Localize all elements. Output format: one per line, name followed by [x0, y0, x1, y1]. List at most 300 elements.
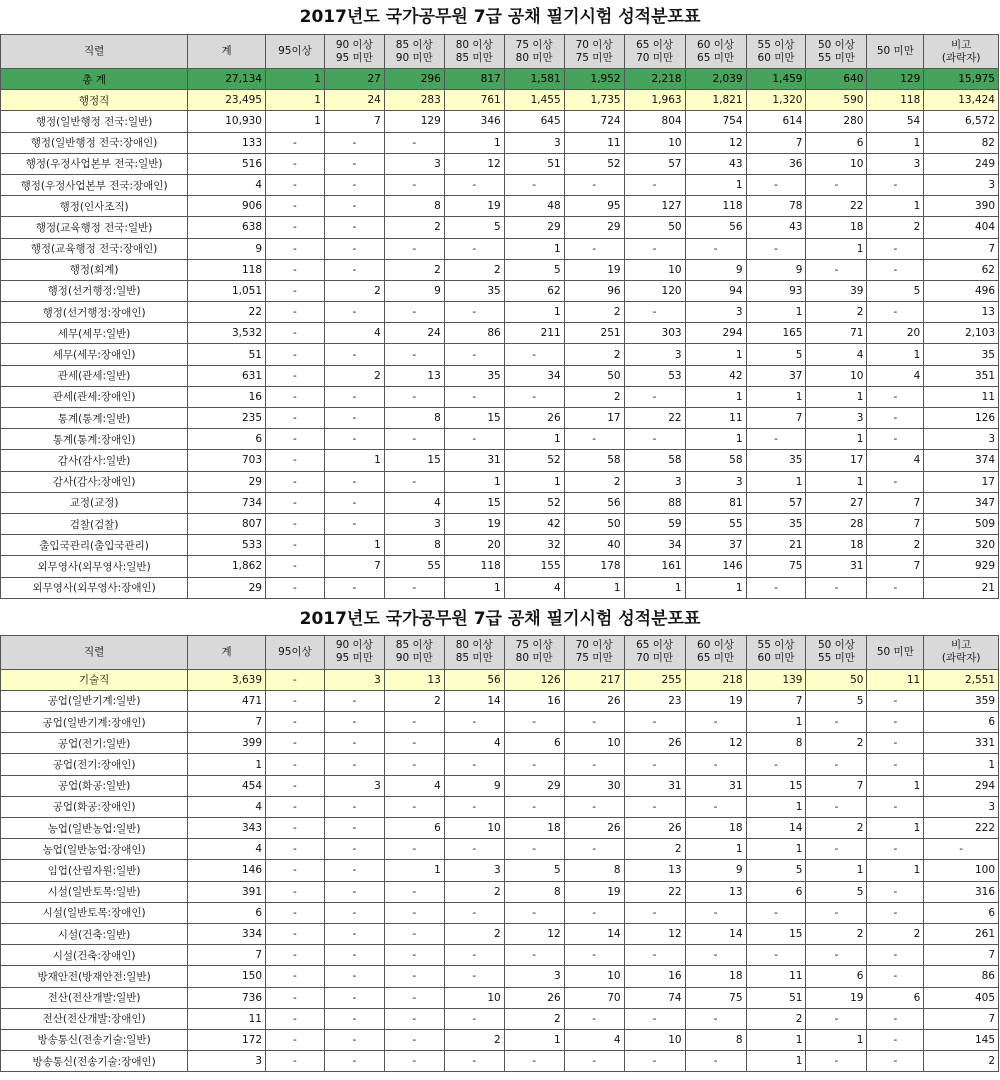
table-row: [1, 238, 999, 259]
value-cell: 3: [504, 132, 564, 153]
value-cell: 37: [746, 365, 806, 386]
value-cell: 62: [924, 259, 999, 280]
value-cell: -: [806, 796, 867, 817]
value-cell: 35: [444, 365, 504, 386]
table-row: [1, 1029, 999, 1050]
value-cell: 16: [504, 690, 564, 711]
value-cell: 70: [564, 987, 624, 1008]
value-cell: 51: [504, 153, 564, 174]
table-row: [1, 1051, 999, 1072]
value-cell: 29: [188, 577, 266, 598]
column-header: [806, 35, 867, 69]
value-cell: 1: [867, 132, 924, 153]
value-cell: 88: [624, 492, 685, 513]
value-cell: -: [504, 174, 564, 195]
column-header-label: 90 미만: [395, 51, 433, 64]
value-cell: 78: [746, 196, 806, 217]
value-cell: 1: [384, 860, 444, 881]
score-distribution-table-1: [0, 34, 999, 599]
series-name-cell: 행정(교육행정 전국:일반): [1, 217, 188, 238]
table-row: [1, 754, 999, 775]
value-cell: 18: [504, 818, 564, 839]
value-cell: 7: [867, 556, 924, 577]
table-row: [1, 690, 999, 711]
value-cell: 320: [924, 535, 999, 556]
subtotal-row: [1, 90, 999, 111]
series-name-cell: 교정(교정): [1, 492, 188, 513]
value-cell: 6: [188, 902, 266, 923]
value-cell: 15: [444, 408, 504, 429]
value-cell: 18: [806, 217, 867, 238]
value-cell: 1,459: [746, 69, 806, 90]
table-row: [1, 923, 999, 944]
value-cell: 24: [324, 90, 384, 111]
value-cell: -: [867, 408, 924, 429]
column-header-label: 80 이상: [455, 639, 493, 652]
value-cell: 2: [867, 217, 924, 238]
value-cell: 24: [384, 323, 444, 344]
value-cell: -: [384, 386, 444, 407]
series-name-cell: 외무영사(외무영사:장애인): [1, 577, 188, 598]
value-cell: 1,735: [564, 90, 624, 111]
value-cell: -: [384, 754, 444, 775]
table-row: [1, 712, 999, 733]
value-cell: 2: [806, 733, 867, 754]
column-header-label: 50 미만: [876, 45, 914, 57]
value-cell: 4: [188, 174, 266, 195]
value-cell: 1,952: [564, 69, 624, 90]
score-table-section-2: [0, 603, 1000, 1073]
value-cell: 35: [746, 513, 806, 534]
value-cell: -: [806, 259, 867, 280]
value-cell: -: [444, 174, 504, 195]
value-cell: -: [324, 429, 384, 450]
column-header-label: 55 이상: [757, 639, 795, 652]
value-cell: -: [324, 408, 384, 429]
column-header-label: 65 미만: [697, 51, 735, 64]
value-cell: 638: [188, 217, 266, 238]
value-cell: 255: [624, 669, 685, 690]
value-cell: -: [266, 881, 325, 902]
value-cell: 34: [624, 535, 685, 556]
value-cell: 1: [746, 1051, 806, 1072]
value-cell: -: [266, 535, 325, 556]
value-cell: -: [867, 966, 924, 987]
table-row: [1, 945, 999, 966]
value-cell: -: [867, 733, 924, 754]
table-row: [1, 365, 999, 386]
table-row: [1, 280, 999, 301]
series-name-cell: 공업(전기:일반): [1, 733, 188, 754]
column-header: [685, 635, 746, 669]
value-cell: -: [867, 945, 924, 966]
value-cell: 56: [685, 217, 746, 238]
value-cell: 19: [444, 513, 504, 534]
value-cell: 3: [806, 408, 867, 429]
value-cell: -: [685, 238, 746, 259]
value-cell: 6,572: [924, 111, 999, 132]
value-cell: -: [324, 966, 384, 987]
value-cell: 331: [924, 733, 999, 754]
table-row: [1, 902, 999, 923]
value-cell: -: [266, 323, 325, 344]
value-cell: 10: [564, 733, 624, 754]
value-cell: -: [266, 280, 325, 301]
value-cell: -: [384, 132, 444, 153]
column-header-label: (과락자): [941, 51, 981, 64]
value-cell: 4: [806, 344, 867, 365]
value-cell: -: [324, 217, 384, 238]
value-cell: 1: [504, 238, 564, 259]
value-cell: 5: [806, 690, 867, 711]
value-cell: 2: [384, 690, 444, 711]
series-name-cell: 공업(화공:일반): [1, 775, 188, 796]
value-cell: 3: [324, 669, 384, 690]
value-cell: 29: [564, 217, 624, 238]
value-cell: 235: [188, 408, 266, 429]
value-cell: 14: [685, 923, 746, 944]
value-cell: -: [504, 796, 564, 817]
value-cell: -: [444, 1008, 504, 1029]
value-cell: 81: [685, 492, 746, 513]
value-cell: 10: [806, 153, 867, 174]
value-cell: -: [867, 712, 924, 733]
value-cell: 15: [746, 923, 806, 944]
value-cell: -: [266, 153, 325, 174]
value-cell: 29: [188, 471, 266, 492]
value-cell: -: [444, 302, 504, 323]
value-cell: -: [324, 174, 384, 195]
value-cell: 296: [384, 69, 444, 90]
value-cell: 1,455: [504, 90, 564, 111]
value-cell: 359: [924, 690, 999, 711]
value-cell: -: [324, 238, 384, 259]
value-cell: 35: [444, 280, 504, 301]
value-cell: 126: [504, 669, 564, 690]
value-cell: 14: [444, 690, 504, 711]
value-cell: -: [504, 839, 564, 860]
value-cell: 27: [806, 492, 867, 513]
value-cell: -: [266, 556, 325, 577]
value-cell: -: [266, 796, 325, 817]
value-cell: -: [867, 577, 924, 598]
column-header: [188, 635, 266, 669]
value-cell: -: [685, 902, 746, 923]
value-cell: 590: [806, 90, 867, 111]
value-cell: -: [685, 754, 746, 775]
value-cell: -: [564, 796, 624, 817]
value-cell: 51: [746, 987, 806, 1008]
value-cell: 22: [624, 408, 685, 429]
column-header-label: 60 이상: [697, 38, 735, 51]
value-cell: -: [867, 902, 924, 923]
column-header: [504, 35, 564, 69]
value-cell: -: [266, 217, 325, 238]
value-cell: 3: [924, 429, 999, 450]
value-cell: 2,218: [624, 69, 685, 90]
column-header-label: 60 미만: [757, 51, 795, 64]
column-header: [504, 635, 564, 669]
value-cell: -: [444, 1051, 504, 1072]
value-cell: 1: [504, 302, 564, 323]
value-cell: 9: [444, 775, 504, 796]
value-cell: 10: [624, 1029, 685, 1050]
value-cell: 347: [924, 492, 999, 513]
value-cell: 1: [324, 450, 384, 471]
value-cell: 1: [746, 712, 806, 733]
table-row: [1, 1008, 999, 1029]
value-cell: -: [324, 923, 384, 944]
value-cell: -: [867, 471, 924, 492]
column-header-label: 50 이상: [817, 639, 855, 652]
value-cell: 807: [188, 513, 266, 534]
value-cell: 17: [806, 450, 867, 471]
value-cell: 12: [685, 132, 746, 153]
value-cell: 1: [746, 302, 806, 323]
value-cell: 19: [806, 987, 867, 1008]
value-cell: 1: [867, 818, 924, 839]
series-name-cell: 세무(세무:장애인): [1, 344, 188, 365]
value-cell: 2: [806, 923, 867, 944]
table-row: [1, 386, 999, 407]
value-cell: 1: [504, 1029, 564, 1050]
value-cell: 6: [504, 733, 564, 754]
value-cell: -: [867, 1051, 924, 1072]
value-cell: 22: [624, 881, 685, 902]
value-cell: 5: [867, 280, 924, 301]
value-cell: -: [324, 344, 384, 365]
value-cell: 42: [685, 365, 746, 386]
value-cell: 86: [924, 966, 999, 987]
value-cell: 11: [685, 408, 746, 429]
value-cell: -: [564, 839, 624, 860]
column-header-label: 70 이상: [575, 639, 613, 652]
value-cell: 18: [685, 966, 746, 987]
value-cell: 1: [806, 386, 867, 407]
value-cell: 50: [806, 669, 867, 690]
value-cell: 645: [504, 111, 564, 132]
value-cell: 129: [384, 111, 444, 132]
value-cell: -: [266, 690, 325, 711]
value-cell: 10: [444, 987, 504, 1008]
value-cell: 10: [564, 966, 624, 987]
value-cell: 5: [444, 217, 504, 238]
value-cell: -: [266, 945, 325, 966]
value-cell: 2: [867, 535, 924, 556]
value-cell: 2: [564, 344, 624, 365]
series-name-cell: 행정(일반행정 전국:일반): [1, 111, 188, 132]
value-cell: -: [867, 302, 924, 323]
value-cell: -: [324, 259, 384, 280]
value-cell: 6: [924, 712, 999, 733]
value-cell: -: [324, 712, 384, 733]
value-cell: 7: [924, 945, 999, 966]
value-cell: 3: [924, 174, 999, 195]
value-cell: -: [924, 839, 999, 860]
value-cell: -: [384, 966, 444, 987]
value-cell: 2: [624, 839, 685, 860]
value-cell: 8: [746, 733, 806, 754]
value-cell: 251: [564, 323, 624, 344]
value-cell: -: [266, 1008, 325, 1029]
value-cell: -: [266, 450, 325, 471]
value-cell: -: [867, 259, 924, 280]
value-cell: 37: [685, 535, 746, 556]
value-cell: 56: [444, 669, 504, 690]
value-cell: 172: [188, 1029, 266, 1050]
value-cell: 6: [188, 429, 266, 450]
value-cell: 16: [624, 966, 685, 987]
value-cell: 2: [444, 923, 504, 944]
value-cell: 58: [624, 450, 685, 471]
column-header: [1, 35, 188, 69]
value-cell: 734: [188, 492, 266, 513]
value-cell: -: [266, 302, 325, 323]
value-cell: -: [504, 386, 564, 407]
value-cell: -: [624, 712, 685, 733]
column-header-label: 비고: [950, 639, 972, 652]
value-cell: 1: [266, 69, 325, 90]
column-header-label: 55 미만: [817, 51, 855, 64]
value-cell: 10,930: [188, 111, 266, 132]
value-cell: -: [324, 302, 384, 323]
value-cell: 2: [384, 259, 444, 280]
value-cell: -: [266, 754, 325, 775]
value-cell: 3: [324, 775, 384, 796]
series-name-cell: 방재안전(방재안전:일반): [1, 966, 188, 987]
value-cell: 55: [685, 513, 746, 534]
value-cell: 2: [806, 818, 867, 839]
column-header-label: 70 미만: [636, 652, 674, 665]
value-cell: 724: [564, 111, 624, 132]
table-row: [1, 259, 999, 280]
value-cell: -: [564, 1008, 624, 1029]
value-cell: 11: [746, 966, 806, 987]
value-cell: -: [266, 712, 325, 733]
value-cell: 29: [504, 775, 564, 796]
value-cell: 31: [624, 775, 685, 796]
value-cell: 7: [746, 690, 806, 711]
value-cell: -: [324, 754, 384, 775]
table-row: [1, 323, 999, 344]
series-name-cell: 행정(인사조직): [1, 196, 188, 217]
value-cell: 391: [188, 881, 266, 902]
table-row: [1, 535, 999, 556]
table-row: [1, 577, 999, 598]
value-cell: 13: [384, 669, 444, 690]
value-cell: -: [504, 902, 564, 923]
value-cell: 28: [806, 513, 867, 534]
table-row: [1, 818, 999, 839]
value-cell: 22: [188, 302, 266, 323]
value-cell: 118: [867, 90, 924, 111]
column-header: [746, 35, 806, 69]
value-cell: -: [867, 881, 924, 902]
value-cell: 7: [188, 712, 266, 733]
value-cell: 7: [324, 556, 384, 577]
value-cell: -: [867, 754, 924, 775]
value-cell: -: [384, 238, 444, 259]
value-cell: -: [324, 1008, 384, 1029]
column-header: [324, 35, 384, 69]
value-cell: 1: [746, 839, 806, 860]
table-row: [1, 111, 999, 132]
value-cell: 13: [685, 881, 746, 902]
value-cell: -: [266, 669, 325, 690]
value-cell: 1: [444, 577, 504, 598]
series-name-cell: 외무영사(외무영사:일반): [1, 556, 188, 577]
value-cell: 1: [444, 471, 504, 492]
value-cell: 804: [624, 111, 685, 132]
value-cell: -: [564, 1051, 624, 1072]
column-header: [924, 635, 999, 669]
value-cell: -: [266, 860, 325, 881]
value-cell: 1: [806, 860, 867, 881]
column-header: [324, 635, 384, 669]
value-cell: -: [746, 754, 806, 775]
value-cell: -: [806, 945, 867, 966]
value-cell: 133: [188, 132, 266, 153]
score-distribution-table-2: [0, 635, 999, 1073]
value-cell: 3: [685, 471, 746, 492]
value-cell: 54: [867, 111, 924, 132]
value-cell: 303: [624, 323, 685, 344]
series-name-cell: 감사(감사:장애인): [1, 471, 188, 492]
value-cell: 127: [624, 196, 685, 217]
value-cell: -: [324, 733, 384, 754]
value-cell: -: [384, 712, 444, 733]
value-cell: 283: [384, 90, 444, 111]
value-cell: 1,821: [685, 90, 746, 111]
value-cell: -: [266, 492, 325, 513]
value-cell: 58: [564, 450, 624, 471]
value-cell: 2,551: [924, 669, 999, 690]
value-cell: 2: [806, 302, 867, 323]
value-cell: 929: [924, 556, 999, 577]
value-cell: 95: [564, 196, 624, 217]
value-cell: 1,862: [188, 556, 266, 577]
value-cell: 58: [685, 450, 746, 471]
value-cell: 74: [624, 987, 685, 1008]
value-cell: -: [384, 1051, 444, 1072]
value-cell: 13: [624, 860, 685, 881]
value-cell: -: [324, 860, 384, 881]
value-cell: 13: [924, 302, 999, 323]
value-cell: 3,639: [188, 669, 266, 690]
series-name-cell: 공업(전기:장애인): [1, 754, 188, 775]
value-cell: 14: [746, 818, 806, 839]
value-cell: -: [867, 690, 924, 711]
value-cell: 2: [444, 259, 504, 280]
table-row: [1, 217, 999, 238]
value-cell: -: [624, 429, 685, 450]
value-cell: 3: [384, 513, 444, 534]
value-cell: 405: [924, 987, 999, 1008]
value-cell: -: [746, 429, 806, 450]
value-cell: 12: [444, 153, 504, 174]
value-cell: 4: [504, 577, 564, 598]
value-cell: -: [324, 386, 384, 407]
value-cell: 4: [867, 450, 924, 471]
value-cell: 2: [324, 280, 384, 301]
series-name-cell: 관세(관세:일반): [1, 365, 188, 386]
value-cell: -: [746, 902, 806, 923]
value-cell: 10: [624, 132, 685, 153]
value-cell: 23: [624, 690, 685, 711]
value-cell: -: [806, 577, 867, 598]
value-cell: -: [266, 238, 325, 259]
column-header: [624, 635, 685, 669]
